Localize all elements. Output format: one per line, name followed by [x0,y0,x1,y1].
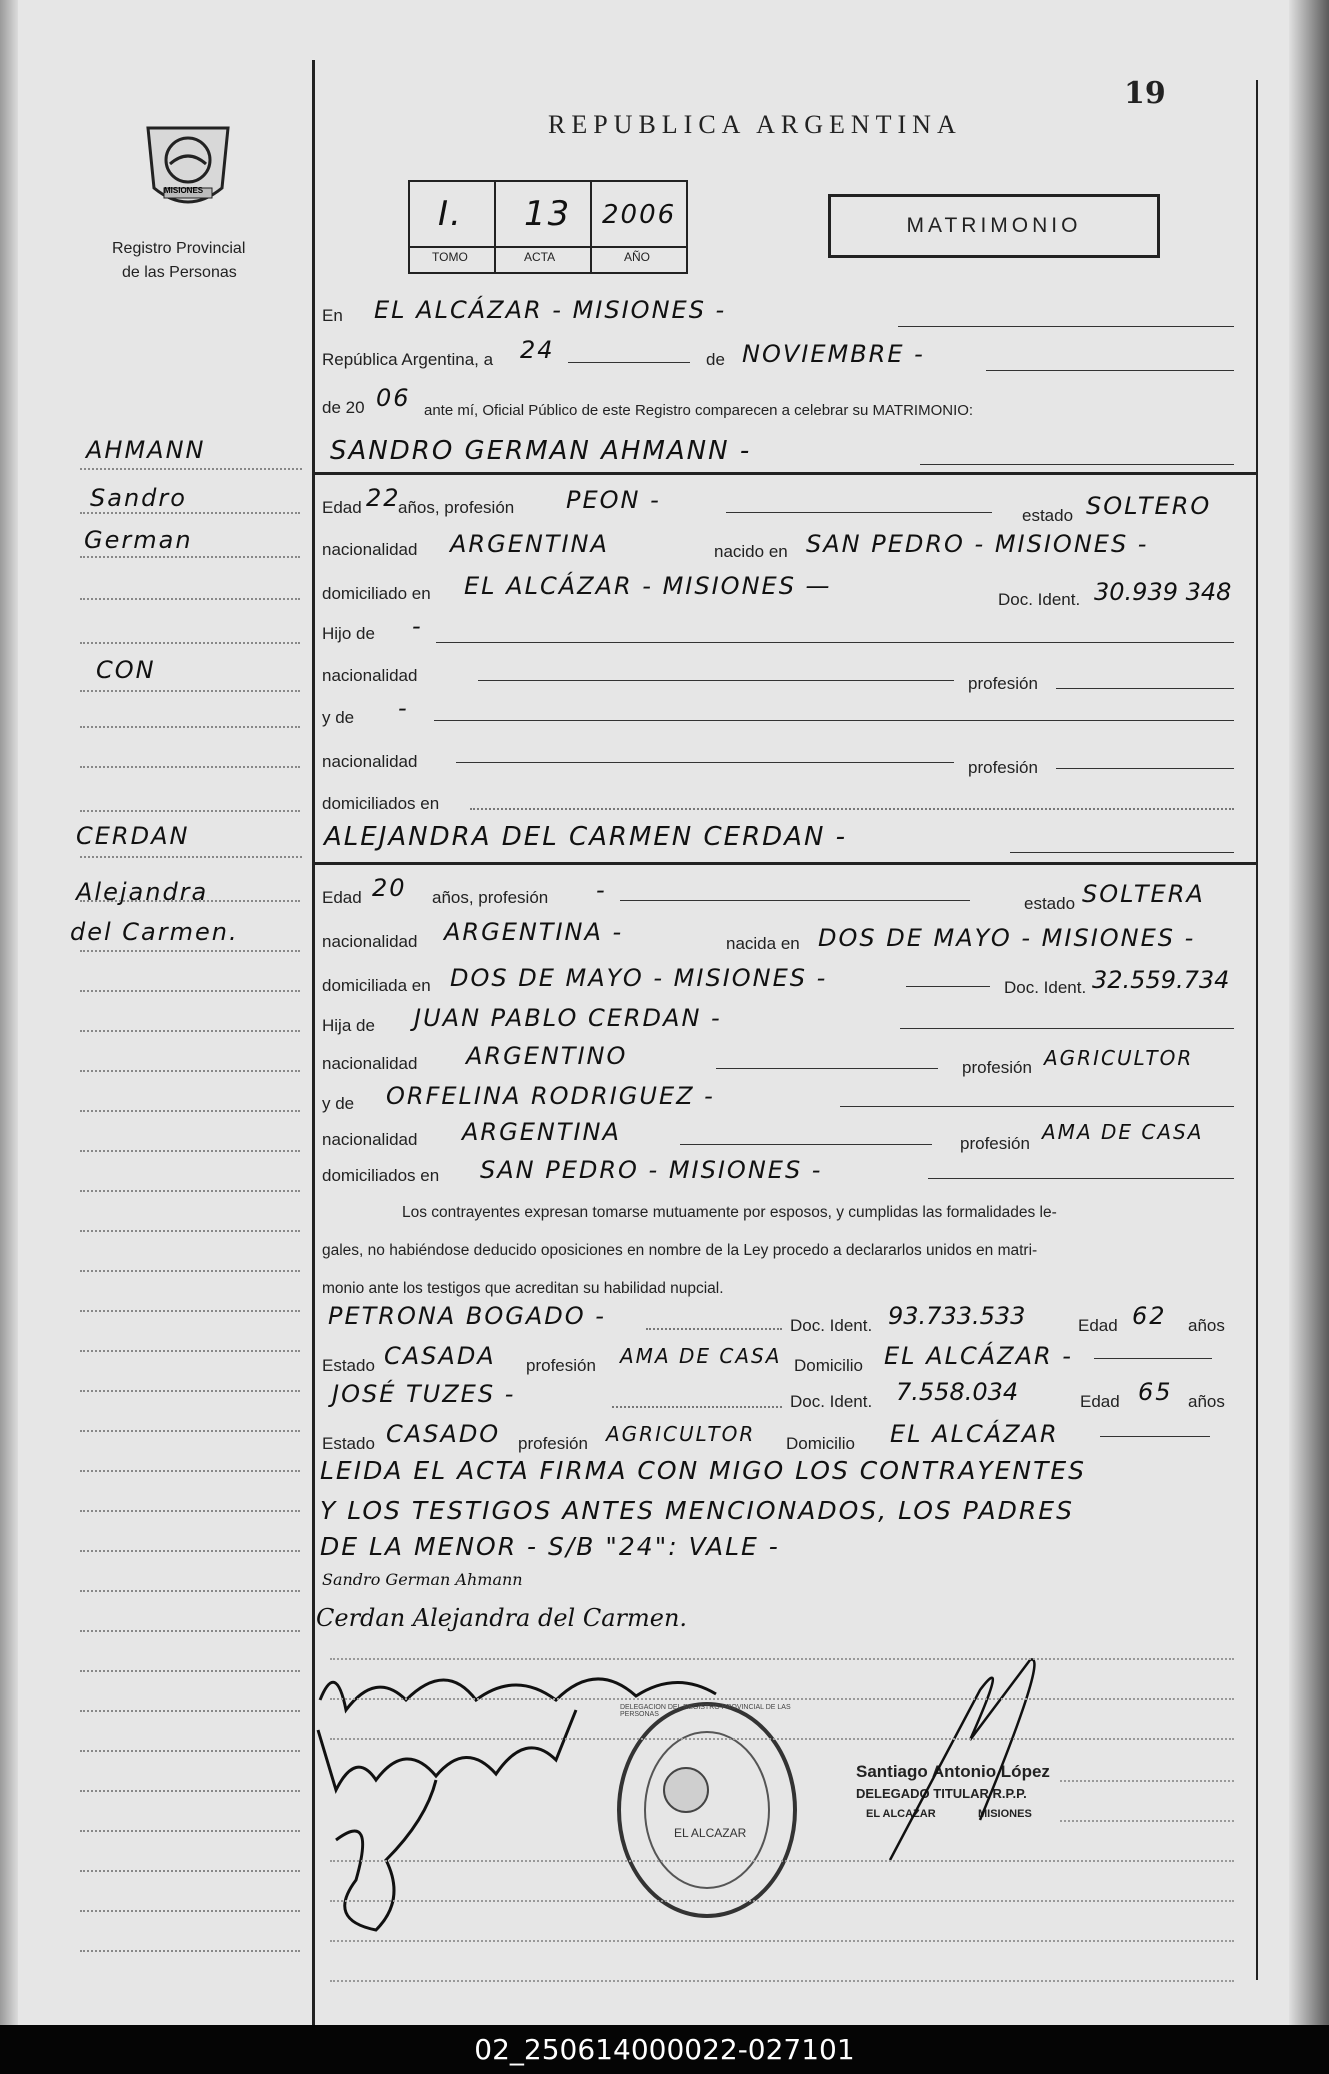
groom-estado-label: estado [1022,506,1074,525]
groom-margin-name2: German [84,526,193,554]
groom-domiciliados-label: domiciliados en [322,794,440,813]
groom-father: - [412,612,423,640]
republica-label: República Argentina, a [322,350,494,369]
bride-prof2-label: profesión [962,1058,1032,1077]
bride-doc: 32.559.734 [1092,966,1230,994]
bride-mother: ORFELINA RODRIGUEZ - [386,1082,715,1110]
tomo-label: TOMO [432,250,468,264]
witness2-domicile: EL ALCÁZAR [890,1420,1059,1448]
de-label: de [706,350,725,369]
officer-location2: MISIONES [978,1808,1032,1820]
bride-profesion-label: años, profesión [432,888,549,907]
groom-nac3-label: nacionalidad [322,752,418,771]
bride-doc-label: Doc. Ident. [1004,978,1087,997]
officer-name: Santiago Antonio López [856,1762,1050,1781]
intro-statement: ante mí, Oficial Público de este Registro comparecen a celebrar su MATRIMONIO: [424,402,974,419]
official-stamp [614,1700,800,1920]
bride-margin-name1: Alejandra [76,878,209,906]
officer-signature [860,1650,1060,1870]
bride-hija-label: Hija de [322,1016,375,1035]
groom-birthplace: SAN PEDRO - MISIONES - [806,530,1149,558]
bride-prof3-label: profesión [960,1134,1030,1153]
groom-age: 22 [366,484,401,512]
acta-value: 13 [524,194,572,234]
marriage-year: 06 [376,384,411,412]
en-label: En [322,306,343,325]
marriage-month: NOVIEMBRE - [742,340,925,368]
bride-profession: - [596,876,607,904]
bride-estado: SOLTERA [1082,880,1205,908]
witness2-estado-label: Estado [322,1434,375,1453]
witness2-profesion-label: profesión [518,1434,588,1453]
groom-edad-label: Edad [322,498,362,517]
image-id-footer: 02_250614000022-027101 [0,2025,1329,2074]
anio-label: AÑO [624,250,651,264]
witness2-profession: AGRICULTOR [606,1422,756,1446]
bride-mother-profession: AMA DE CASA [1042,1120,1204,1144]
bride-yde-label: y de [322,1094,355,1113]
record-number-box [408,180,688,274]
bride-edad-label: Edad [322,888,362,907]
witness1-anios-label: años [1188,1316,1225,1335]
con-label: CON [96,656,156,684]
notes-line3: DE LA MENOR - S/B "24": VALE - [320,1532,780,1561]
witness1-estado: CASADA [384,1342,496,1370]
groom-profession: PEON - [566,486,661,514]
notes-line1: LEIDA EL ACTA FIRMA CON MIGO LOS CONTRAYENTES [320,1456,1087,1485]
witness2-anios-label: años [1188,1392,1225,1411]
page-number: 19 [1124,76,1166,111]
bride-margin-name2: del Carmen. [70,918,239,946]
groom-nacido-label: nacido en [714,542,788,561]
marriage-day: 24 [520,336,555,364]
groom-estado: SOLTERO [1086,492,1212,520]
place: EL ALCÁZAR - MISIONES - [374,296,727,324]
witness2-estado: CASADO [386,1420,501,1448]
declaration-line2: gales, no habiéndose deducido oposiciones en nombre de la Ley procedo a declararlos unidos en matri- [322,1242,1038,1259]
groom-margin-name1: Sandro [90,484,187,512]
witness1-profesion-label: profesión [526,1356,596,1375]
bride-domicile: DOS DE MAYO - MISIONES - [450,964,828,992]
witness2-age: 65 [1138,1378,1173,1406]
bride-full-name: ALEJANDRA DEL CARMEN CERDAN - [324,822,848,852]
contrayente1-signature: Sandro German Ahmann [322,1570,523,1589]
witness2-name: JOSÉ TUZES - [332,1380,516,1408]
bride-nacida-label: nacida en [726,934,800,953]
right-border [1256,80,1258,1980]
notes-line2: Y LOS TESTIGOS ANTES MENCIONADOS, LOS PADRES [320,1496,1074,1525]
witness1-domicile: EL ALCÁZAR - [884,1342,1073,1370]
witness1-name: PETRONA BOGADO - [328,1302,606,1330]
declaration-line1: Los contrayentes expresan tomarse mutuamente por esposos, y cumplidas las formalidades le- [402,1204,1057,1221]
parents-domicile: SAN PEDRO - MISIONES - [480,1156,823,1184]
country-heading: REPUBLICA ARGENTINA [548,110,962,139]
stamp-inner-text: EL ALCAZAR [674,1826,747,1840]
witness1-doc-label: Doc. Ident. [790,1316,873,1335]
seal-emblem [142,118,234,218]
witness2-domicilio-label: Domicilio [786,1434,855,1453]
registry-name: Registro Provincial [112,240,246,257]
groom-prof3-label: profesión [968,758,1038,777]
margin-divider [312,60,315,2025]
year-prefix: de 20 [322,398,365,417]
bride-birthplace: DOS DE MAYO - MISIONES - [818,924,1196,952]
groom-profesion-label: años, profesión [398,498,515,517]
groom-domicile: EL ALCÁZAR - MISIONES — [464,572,832,600]
bride-father-nationality: ARGENTINO [466,1042,628,1070]
witness2-edad-label: Edad [1080,1392,1120,1411]
witness1-domicilio-label: Domicilio [794,1356,863,1375]
bride-nacionalidad-label: nacionalidad [322,932,418,951]
officer-title: DELEGADO TITULAR R.P.P. [856,1786,1027,1801]
seal-text: MISIONES [164,186,204,195]
record-type: MATRIMONIO [906,214,1082,237]
groom-mother: - [398,694,409,722]
groom-yde-label: y de [322,708,355,727]
witness2-doc: 7.558.034 [896,1378,1019,1406]
groom-nationality: ARGENTINA [450,530,609,558]
bride-nac2-label: nacionalidad [322,1054,418,1073]
groom-nacionalidad-label: nacionalidad [322,540,418,559]
witness2-doc-label: Doc. Ident. [790,1392,873,1411]
groom-doc-label: Doc. Ident. [998,590,1081,609]
bride-mother-nationality: ARGENTINA [462,1118,621,1146]
bride-domicilio-label: domiciliada en [322,976,431,995]
stamp-ring-text: DELEGACION DEL REGISTRO PROVINCIAL DE LAS PERSONAS [620,1704,791,1718]
groom-full-name: SANDRO GERMAN AHMANN - [330,436,752,466]
contrayente2-signature: Cerdan Alejandra del Carmen. [316,1604,688,1632]
bride-father: JUAN PABLO CERDAN - [414,1004,722,1032]
witness1-profession: AMA DE CASA [620,1344,782,1368]
anio-value: 2006 [602,200,677,230]
groom-domicilio-label: domiciliado en [322,584,431,603]
witness1-edad-label: Edad [1078,1316,1118,1335]
groom-doc: 30.939 348 [1094,578,1232,606]
bride-nationality: ARGENTINA - [444,918,624,946]
bride-estado-label: estado [1024,894,1076,913]
bride-father-profession: AGRICULTOR [1044,1046,1194,1070]
acta-label: ACTA [524,250,556,264]
bride-domiciliados-label: domiciliados en [322,1166,440,1185]
groom-hijo-label: Hijo de [322,624,375,643]
groom-prof2-label: profesión [968,674,1038,693]
bride-margin-surname: CERDAN [76,822,190,850]
record-type-box [828,194,1160,258]
groom-margin-surname: AHMANN [86,436,206,464]
registry-name-line2: de las Personas [122,264,237,281]
witness1-doc: 93.733.533 [888,1302,1026,1330]
declaration-line3: monio ante los testigos que acreditan su habilidad nupcial. [322,1280,724,1297]
witness1-estado-label: Estado [322,1356,375,1375]
groom-nac2-label: nacionalidad [322,666,418,685]
officer-location1: EL ALCAZAR [866,1808,936,1820]
bride-nac3-label: nacionalidad [322,1130,418,1149]
witness1-age: 62 [1132,1302,1167,1330]
tomo-value: I. [438,194,463,234]
bride-age: 20 [372,874,407,902]
